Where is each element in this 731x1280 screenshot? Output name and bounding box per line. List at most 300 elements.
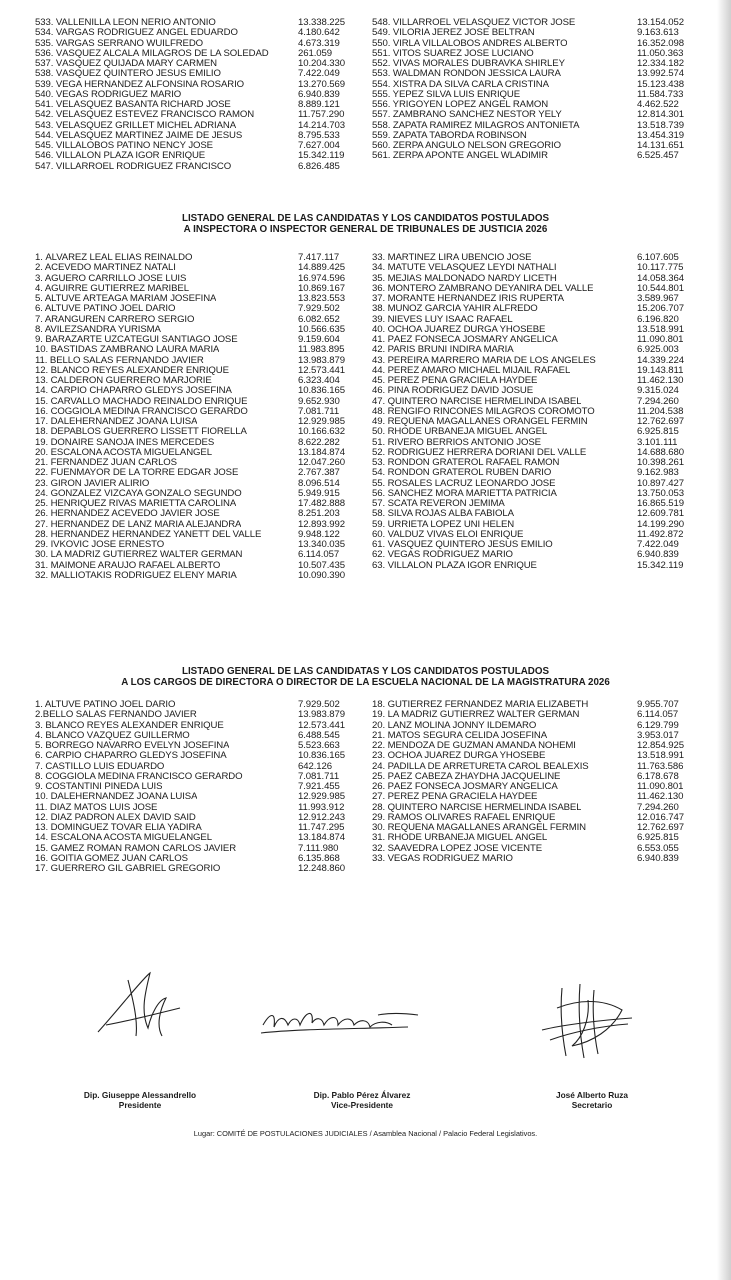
candidate-id-number: 11.462.130 — [637, 791, 684, 803]
list-item — [372, 69, 687, 79]
candidate-name: 25. PÁEZ CABEZA ZHAYDHA JACQUELINE — [372, 771, 561, 782]
candidate-name: 38. MUÑOZ GARCÍA YAHIR ALFREDO — [372, 304, 538, 315]
candidate-id-number: 11.584.733 — [637, 88, 684, 100]
candidate-id-number: 642.126 — [298, 760, 332, 772]
section2-title-line2: A INSPECTORA O INSPECTOR GENERAL DE TRIBUNALES DE JUSTICIA 2026 — [183, 224, 548, 235]
candidate-id-number: 11.763.586 — [637, 760, 684, 772]
candidate-id-number: 12.609.781 — [637, 508, 685, 520]
candidate-id-number: 12.893.992 — [298, 518, 346, 530]
list-item — [372, 792, 687, 802]
candidate-name: 59. URRIETA LÓPEZ UNI HELEN — [372, 519, 515, 530]
candidate-name: 26. HERNÁNDEZ ACEVEDO JAVIER JOSÉ — [35, 509, 220, 520]
candidate-name: 13. DOMÍNGUEZ TOVAR ELIA YADIRA — [35, 823, 202, 833]
candidate-id-number: 5.949.915 — [298, 487, 340, 499]
candidate-id-number: 13.184.874 — [298, 832, 346, 844]
candidate-id-number: 7.422.049 — [298, 68, 340, 80]
candidate-name: 35. MEJIAS MALDONADO NARDY LICETH — [372, 273, 557, 284]
candidate-name: 542. VELÁSQUEZ ESTEVEZ FRANCISCO RAMÓN — [35, 110, 255, 121]
candidate-name: 10. BASTIDAS ZAMBRANO LAURA MARÍA — [35, 345, 220, 356]
signer-name-vicepresident: Dip. Pablo Pérez Álvarez — [313, 1090, 411, 1100]
candidate-id-number: 6.940.839 — [298, 88, 340, 100]
list-item — [372, 28, 687, 38]
candidate-id-number: 261.059 — [298, 47, 332, 59]
list-item — [35, 468, 348, 478]
candidate-name: 540. VEGAS RODRÍGUEZ MARIO — [35, 89, 182, 100]
candidate-name: 24. PADILLA DE ARRETURETA CAROL BEALEXIS — [372, 761, 589, 772]
candidate-name: 31. MAIMONE ARAUJO RAFAEL ALBERTO — [35, 560, 221, 571]
list-item — [35, 69, 348, 79]
candidate-name: 29. RAMOS OLIVARES RAFAEL ENRIQUE — [372, 812, 556, 823]
candidate-name: 15. CARVALLO MACHADO REINALDO ENRIQUE — [35, 396, 248, 407]
candidate-id-number: 4.673.319 — [298, 37, 340, 49]
candidate-id-number: 13.518.991 — [637, 323, 685, 335]
candidate-id-number: 14.889.425 — [298, 262, 346, 274]
candidate-id-number: 5.523.663 — [298, 740, 340, 751]
section2-heading — [0, 213, 731, 235]
candidate-name: 561. ZERPA APONTE ÁNGEL WLADIMIR — [372, 151, 548, 162]
list-item — [372, 263, 687, 273]
candidate-id-number: 14.058.364 — [637, 272, 685, 284]
candidate-name: 6. CARPIO CHAPARRO GLEDYS JOSEFINA — [35, 751, 227, 762]
section3-left-column — [35, 700, 348, 874]
candidate-name: 549. VILORIA JEREZ JOSÉ BELTRÁN — [372, 28, 535, 39]
list-item — [35, 751, 348, 761]
candidate-id-number: 10.897.427 — [637, 477, 685, 489]
candidate-name: 556. YRIGOYEN LÓPEZ ÁNGEL RAMÓN — [372, 100, 549, 110]
candidate-name: 57. SCATA REVERÓN JEMIMA — [372, 499, 505, 509]
candidate-name: 550. VIRLA VILLALOBOS ANDRÉS ALBERTO — [372, 38, 568, 49]
candidate-name: 555. YEPEZ SILVA LUIS ENRIQUE — [372, 89, 520, 100]
candidate-name: 9. BARAZARTE UZCÁTEGUI SANTIAGO JOSÉ — [35, 335, 238, 345]
candidate-name: 52. RODRÍGUEZ HERRERA DORIANI DEL VALLE — [372, 447, 587, 458]
candidate-name: 15. GÁMEZ ROMÁN RAMÓN CARLOS JAVIER — [35, 843, 237, 854]
candidate-id-number: 10.166.632 — [298, 426, 346, 438]
candidate-id-number: 11.993.912 — [298, 801, 345, 813]
candidate-name: 10. DALEHERNÁNDEZ JOANA LUISA — [35, 792, 198, 803]
candidate-name: 62. VEGAS RODRÍGUEZ MARIO — [372, 550, 513, 561]
candidate-name: 44. PÉREZ AMARO MICHAEL MIJAIL RAFAEL — [372, 365, 571, 376]
candidate-name: 543. VELÁSQUEZ GRILLET MICHEL ADRIANA — [35, 120, 237, 131]
candidate-id-number: 16.352.098 — [637, 37, 685, 49]
signer-name-secretary: José Alberto Ruza — [555, 1090, 629, 1100]
candidate-id-number: 13.518.991 — [637, 750, 685, 762]
candidate-id-number: 13.992.574 — [637, 68, 685, 80]
candidate-name: 21. MATOS SEGURA CELIDA JOSEFINA — [372, 730, 548, 741]
candidate-name: 50. RHODE URBANEJA MIGUEL ÁNGEL — [372, 427, 548, 438]
candidate-id-number: 12.016.747 — [637, 811, 685, 823]
candidate-id-number: 13.750.053 — [637, 487, 685, 499]
candidate-name: 14. CARPIO CHAPARRO GLEDYS JOSEFINA — [35, 386, 232, 397]
candidate-id-number: 19.143.811 — [637, 364, 684, 376]
candidate-id-number: 12.573.441 — [298, 719, 346, 731]
candidate-id-number: 3.101.111 — [637, 436, 678, 448]
candidate-name: 544. VELÁSQUEZ MARTÍNEZ JAIME DE JESÚS — [35, 130, 243, 141]
section1-left-column — [35, 18, 348, 172]
candidate-id-number: 7.081.711 — [298, 405, 340, 417]
candidate-id-number: 13.823.553 — [298, 293, 346, 304]
list-item — [35, 833, 348, 843]
candidate-id-number: 6.114.057 — [298, 549, 340, 561]
candidate-id-number: 10.869.167 — [298, 282, 346, 294]
list-item — [35, 28, 348, 38]
candidate-name: 60. VALDUZ VIVAS ELOI ENRIQUE — [372, 529, 524, 540]
candidate-name: 61. VÁSQUEZ QUINTERO JESÚS EMILIO — [372, 540, 553, 550]
section2-right-column — [372, 253, 687, 571]
list-item — [372, 509, 687, 519]
candidate-id-number: 12.912.243 — [298, 811, 346, 823]
list-item — [372, 550, 687, 560]
candidate-id-number: 6.940.839 — [637, 852, 679, 864]
candidate-name: 17. DALEHERNÁNDEZ JOANA LUISA — [35, 417, 198, 427]
candidate-id-number: 12.929.985 — [298, 416, 346, 427]
list-item — [35, 509, 348, 519]
candidate-name: 533. VALLENILLA LEÓN NERIO ANTONIO — [35, 18, 216, 28]
candidate-name: 51. RIVERO BERRIOS ANTONIO JOSÉ — [372, 437, 541, 448]
candidate-name: 6. ALTUVE PATIÑO JOEL DARIO — [35, 304, 176, 315]
signature-block-president — [60, 1090, 220, 1110]
candidate-name: 545. VILLALOBOS PATIÑO NENCY JOSÉ — [35, 141, 213, 151]
signature-block-secretary — [512, 1090, 672, 1110]
candidate-name: 4. AGUIRRE GUTIÉRREZ MARIBEL — [35, 283, 189, 294]
list-item — [372, 110, 687, 120]
list-item — [35, 345, 348, 355]
candidate-name: 535. VARGAS SERRANO WUILFREDO — [35, 38, 204, 49]
candidate-id-number: 6.925.003 — [637, 344, 679, 356]
candidate-name: 12. BLANCO REYES ALEXANDER ENRIQUE — [35, 365, 229, 376]
candidate-id-number: 7.417.117 — [298, 252, 340, 263]
list-item — [372, 751, 687, 761]
candidate-id-number: 7.921.455 — [298, 781, 340, 792]
candidate-id-number: 7.294.260 — [637, 801, 679, 813]
candidate-name: 13. CALDERÓN GUERRERO MARJORIE — [35, 376, 212, 386]
list-item — [372, 386, 687, 396]
candidate-id-number: 12.762.697 — [637, 416, 685, 427]
candidate-name: 28. HERNÁNDEZ HERNÁNDEZ YANETT DEL VALLE — [35, 529, 262, 540]
signature-secretary — [532, 980, 642, 1060]
candidate-name: 8. COGGIOLA MEDINA FRANCISCO GERARDO — [35, 771, 243, 782]
signer-role-president: Presidente — [118, 1100, 162, 1110]
candidate-name: 8. AVILEZSANDRA YURISMA — [35, 324, 161, 335]
candidate-name: 559. ZAPATA TABORDA ROBINSÓN — [372, 130, 527, 141]
candidate-id-number: 11.983.895 — [298, 344, 345, 356]
list-item — [372, 151, 687, 161]
signer-role-secretary: Secretario — [571, 1100, 613, 1110]
candidate-id-number: 3.953.017 — [637, 729, 679, 741]
candidate-id-number: 7.929.502 — [298, 303, 340, 315]
candidate-id-number: 12.573.441 — [298, 364, 346, 376]
list-item — [35, 304, 348, 314]
candidate-name: 54. RONDÓN GRATEROL RUBÉN DARÍO — [372, 468, 552, 479]
candidate-name: 22. MENDOZA DE GUZMÁN AMANDA NOHEMÍ — [372, 741, 576, 751]
candidate-id-number: 6.488.545 — [298, 729, 340, 741]
candidate-name: 33. MARTÍNEZ LIRA UBENCIO JOSÉ — [372, 253, 532, 263]
candidate-id-number: 10.090.390 — [298, 569, 346, 581]
candidate-id-number: 6.178.678 — [637, 770, 679, 782]
candidate-name: 552. VIVAS MORALES DUBRAVKA SHIRLEY — [372, 59, 565, 69]
candidate-name: 1. ALTUVE PATIÑO JOEL DARIO — [35, 700, 176, 710]
candidate-id-number: 13.340.035 — [298, 539, 346, 550]
candidate-name: 16. GOITIA GÓMEZ JUAN CARLOS — [35, 853, 188, 864]
candidate-id-number: 10.117.775 — [637, 262, 684, 274]
candidate-id-number: 7.422.049 — [637, 539, 679, 550]
candidate-id-number: 7.929.502 — [298, 699, 340, 710]
candidate-id-number: 6.323.404 — [298, 375, 340, 386]
candidate-id-number: 12.814.301 — [637, 109, 685, 121]
candidate-id-number: 6.925.815 — [637, 426, 679, 438]
candidate-id-number: 7.294.260 — [637, 395, 679, 407]
candidate-id-number: 17.482.888 — [298, 498, 346, 509]
candidate-name: 34. MATUTE VELÁSQUEZ LEYDI NATHALÍ — [372, 263, 557, 274]
candidate-id-number: 9.162.983 — [637, 467, 679, 479]
candidate-name: 45. PÉREZ PEÑA GRACIELA HAYDEE — [372, 376, 538, 386]
candidate-id-number: 7.111.980 — [298, 842, 339, 854]
candidate-name: 42. PARÍS BRUNI INDIRA MARÍA — [372, 345, 514, 356]
candidate-name: 17. GUERRERO GIL GABRIEL GREGORIO — [35, 864, 221, 874]
candidate-name: 534. VARGAS RODRÍGUEZ ÁNGEL EDUARDO — [35, 28, 238, 39]
candidate-name: 30. REQUENA MAGALLANES ARANGEL FERMÍN — [372, 823, 586, 833]
candidate-name: 5. ALTUVE ARTEAGA MARIAM JOSEFINA — [35, 294, 217, 304]
candidate-name: 27. HERNÁNDEZ DE LANZ MARÍA ALEJANDRA — [35, 519, 242, 530]
candidate-id-number: 6.114.057 — [637, 709, 679, 721]
candidate-name: 31. RHODE URBANEJA MIGUEL ÁNGEL — [372, 833, 548, 844]
candidate-id-number: 12.929.985 — [298, 791, 346, 803]
candidate-name: 27. PÉREZ PEÑA GRACIELA HAYDEE — [372, 792, 538, 803]
candidate-id-number: 10.836.165 — [298, 750, 346, 762]
candidate-name: 46. PIÑA RODRÍGUEZ DAVID JOSUÉ — [372, 386, 534, 397]
candidate-name: 2.BELLO SALAS FERNANDO JAVIER — [35, 710, 197, 721]
candidate-name: 21. FERNÁNDEZ JUAN CARLOS — [35, 458, 177, 468]
candidate-name: 53. RONDÓN GRATEROL RAFAEL RAMÓN — [372, 458, 560, 468]
candidate-id-number: 4.180.642 — [298, 27, 340, 39]
candidate-id-number: 13.983.879 — [298, 709, 346, 721]
candidate-id-number: 6.129.799 — [637, 719, 679, 731]
candidate-name: 553. WALDMAN RONDÓN JESSICA LAURA — [372, 69, 561, 80]
candidate-name: 36. MONTERO ZAMBRANO DEYANIRA DEL VALLE — [372, 283, 594, 294]
list-item — [372, 468, 687, 478]
candidate-name: 56. SÁNCHEZ MORA MARIETTA PATRICIA — [372, 488, 557, 499]
candidate-id-number: 15.342.119 — [637, 559, 684, 571]
section2-title-line1: LISTADO GENERAL DE LAS CANDIDATAS Y LOS CANDIDATOS POSTULADOS — [181, 213, 550, 224]
candidate-name: 537. VÁSQUEZ QUIJADA MARY CARMEN — [35, 59, 217, 69]
candidate-id-number: 11.747.295 — [298, 822, 345, 833]
section3-heading — [0, 666, 731, 688]
candidate-id-number: 13.154.052 — [637, 17, 685, 28]
list-item — [372, 833, 687, 843]
candidate-id-number: 9.948.122 — [298, 528, 340, 540]
candidate-id-number: 6.107.605 — [637, 252, 679, 263]
candidate-id-number: 15.123.438 — [637, 78, 685, 90]
candidate-name: 536. VÁSQUEZ ALCALÁ MILAGROS DE LA SOLEDAD — [35, 48, 269, 59]
candidate-id-number: 13.338.225 — [298, 17, 346, 28]
candidate-name: 23. OCHOA JUÁREZ DURGA YHOSEBE — [372, 751, 546, 762]
candidate-name: 23. GIRÓN JAVIER ALIRIO — [35, 478, 150, 489]
candidate-id-number: 13.454.319 — [637, 129, 685, 141]
candidate-id-number: 9.955.707 — [637, 699, 679, 710]
candidate-name: 58. SILVA ROJAS ALBA FABIOLA — [372, 509, 514, 520]
list-item — [35, 162, 348, 172]
candidate-id-number: 2.767.387 — [298, 467, 340, 479]
list-item — [35, 792, 348, 802]
candidate-name: 37. MORANTE HERNÁNDEZ IRIS RUPERTA — [372, 294, 564, 304]
candidate-name: 29. IVKOVIC JOSÉ ERNESTO — [35, 540, 165, 550]
candidate-name: 547. VILLARROEL RODRÍGUEZ FRANCISCO — [35, 161, 232, 172]
list-item — [35, 110, 348, 120]
candidate-id-number: 16.865.519 — [637, 498, 685, 509]
candidate-id-number: 11.090.801 — [637, 781, 684, 792]
candidate-name: 11. BELLO SALAS FERNANDO JAVIER — [35, 355, 204, 366]
signature-president — [88, 970, 188, 1042]
candidate-id-number: 7.627.004 — [298, 140, 340, 151]
candidate-name: 39. NIEVES LUY ISAAC RAFAEL — [372, 314, 513, 325]
candidate-name: 55. ROSALES LACRUZ LEONARDO JOSÉ — [372, 478, 556, 489]
signer-name-president: Dip. Giuseppe Alessandrello — [83, 1090, 197, 1100]
candidate-name: 43. PEREIRA MARRERO MARÍA DE LOS ÁNGELES — [372, 355, 596, 366]
candidate-id-number: 11.204.538 — [637, 405, 684, 417]
candidate-id-number: 10.544.801 — [637, 282, 685, 294]
candidate-id-number: 8.096.514 — [298, 477, 340, 489]
candidate-id-number: 4.462.522 — [637, 99, 679, 110]
candidate-name: 33. VEGAS RODRÍGUEZ MARIO — [372, 853, 513, 864]
candidate-name: 18. GUTIÉRREZ FERNÁNDEZ MARÍA ELIZABETH — [372, 700, 589, 710]
candidate-name: 32. MALLIOTAKIS RODRÍGUEZ ELENY MARÍA — [35, 570, 237, 581]
list-item — [35, 550, 348, 560]
list-item — [35, 710, 348, 720]
signature-block-vicepresident — [282, 1090, 442, 1110]
candidate-name: 560. ZERPA ANGULO NELSON GREGORIO — [372, 141, 561, 151]
candidate-name: 5. BORREGO NAVARRO EVELYN JOSEFINA — [35, 741, 230, 751]
candidate-id-number: 14.199.290 — [637, 518, 685, 530]
candidate-name: 554. XISTRA DA SILVA CARLA CRISTINA — [372, 79, 549, 90]
candidate-name: 49. REQUENA MAGALLANES ORÁNGEL FERMÍN — [372, 417, 588, 427]
list-item — [35, 263, 348, 273]
candidate-id-number: 14.131.651 — [637, 140, 685, 151]
candidate-id-number: 6.925.815 — [637, 832, 679, 844]
candidate-id-number: 12.762.697 — [637, 822, 685, 833]
candidate-name: 14. ESCALONA ACOSTA MIGUELÁNGEL — [35, 833, 212, 844]
candidate-id-number: 6.135.868 — [298, 852, 340, 864]
candidate-id-number: 9.315.024 — [637, 385, 679, 397]
candidate-name: 558. ZAPATA RAMÍREZ MILAGROS ANTONIETA — [372, 120, 580, 131]
candidate-name: 4. BLANCO VÁZQUEZ GUILLERMO — [35, 730, 190, 741]
candidate-id-number: 6.826.485 — [298, 160, 340, 172]
candidate-id-number: 3.589.967 — [637, 293, 679, 304]
list-item — [35, 151, 348, 161]
candidate-id-number: 9.163.613 — [637, 27, 679, 39]
candidate-id-number: 6.196.820 — [637, 313, 679, 325]
candidate-id-number: 10.836.165 — [298, 385, 346, 397]
list-item — [372, 345, 687, 355]
candidate-name: 28. QUINTERO NARCISE HERMELINDA ISABEL — [372, 802, 582, 813]
list-item — [372, 427, 687, 437]
candidate-id-number: 8.795.533 — [298, 129, 340, 141]
list-item — [35, 386, 348, 396]
section3-title-line2: A LOS CARGOS DE DIRECTORA O DIRECTOR DE LA ESCUELA NACIONAL DE LA MAGISTRATURA 2026 — [121, 677, 610, 688]
candidate-id-number: 6.082.652 — [298, 313, 340, 325]
candidate-id-number: 12.047.260 — [298, 457, 346, 468]
candidate-id-number: 13.184.874 — [298, 446, 346, 458]
candidate-id-number: 6.525.457 — [637, 150, 679, 162]
candidate-name: 47. QUINTERO NARCISE HERMELINDA ISABEL — [372, 396, 582, 407]
candidate-name: 541. VELÁSQUEZ BASANTA RICHARD JOSÉ — [35, 100, 231, 110]
candidate-name: 40. OCHOA JUÁREZ DURGA YHOSEBE — [372, 324, 546, 335]
section3-title-line1: LISTADO GENERAL DE LAS CANDIDATAS Y LOS CANDIDATOS POSTULADOS — [181, 666, 550, 677]
candidate-id-number: 11.050.363 — [637, 47, 684, 59]
candidate-name: 12. DÍAZ PADRÓN ALEX DAVID SAID — [35, 812, 196, 823]
candidate-name: 63. VILLALÓN PLAZA IGOR ENRIQUE — [372, 560, 537, 571]
candidate-name: 41. PÁEZ FONSECA JOSMARY ANGÉLICA — [372, 335, 558, 345]
candidate-name: 24. GONZÁLEZ VIZCAYA GONZALO SEGUNDO — [35, 488, 242, 499]
section3-right-column — [372, 700, 687, 864]
candidate-name: 7. CASTILLO LUIS EDUARDO — [35, 761, 165, 772]
candidate-name: 3. BLANCO REYES ALEXANDER ENRIQUE — [35, 720, 224, 731]
list-item — [372, 710, 687, 720]
candidate-id-number: 9.159.604 — [298, 334, 340, 345]
candidate-id-number: 13.270.569 — [298, 78, 346, 90]
page-edge-shadow — [717, 0, 731, 1280]
candidate-id-number: 12.334.182 — [637, 58, 685, 69]
candidate-name: 3. AGÜERO CARRILLO JOSÉ LUIS — [35, 273, 187, 284]
candidate-name: 32. SAAVEDRA LÓPEZ JOSÉ VICENTE — [372, 843, 542, 854]
candidate-name: 7. ARANGUREN CARRERO SERGIO — [35, 314, 195, 325]
candidate-name: 22. FUENMAYOR DE LA TORRE ÉDGAR JOSÉ — [35, 468, 239, 479]
candidate-id-number: 14.214.703 — [298, 119, 346, 131]
candidate-name: 25. HENRIQUEZ RIVAS MARIETTA CAROLINA — [35, 499, 237, 509]
signer-role-vicepresident: Vice-Presidente — [330, 1100, 394, 1110]
candidate-id-number: 9.652.930 — [298, 395, 340, 407]
candidate-id-number: 16.974.596 — [298, 272, 346, 284]
candidate-name: 19. LA MADRIZ GUTIÉRREZ WALTER GERMÁN — [372, 710, 580, 721]
candidate-id-number: 10.507.435 — [298, 559, 346, 571]
candidate-id-number: 11.462.130 — [637, 375, 684, 386]
candidate-id-number: 8.251.203 — [298, 508, 340, 520]
signature-vicepresident — [258, 1003, 428, 1043]
footer-location: Lugar: COMITÉ DE POSTULACIONES JUDICIALES / Asamblea Nacional / Palacio Federal Legislativos. — [193, 1129, 538, 1138]
candidate-id-number: 13.983.879 — [298, 354, 346, 366]
candidate-name: 548. VILLARROEL VELÁSQUEZ VÍCTOR JOSÉ — [372, 18, 576, 28]
list-item — [372, 854, 687, 864]
candidate-name: 1. ÁLVAREZ LEAL ELÍAS REINALDO — [35, 253, 193, 263]
candidate-id-number: 6.940.839 — [637, 549, 679, 561]
candidate-name: 2. ACEVEDO MARTÍNEZ NATALI — [35, 263, 176, 274]
candidate-name: 9. COSTANTINI PINEDA LUIS — [35, 782, 163, 792]
candidate-id-number: 6.553.055 — [637, 842, 679, 854]
candidate-name: 18. DEPABLOS GUERRERO LISSETT FIORELLA — [35, 427, 247, 438]
list-item — [35, 571, 348, 581]
candidate-id-number: 10.398.261 — [637, 457, 685, 468]
list-item — [35, 864, 348, 874]
candidate-name: 16. COGGIOLA MEDINA FRANCISCO GERARDO — [35, 406, 248, 417]
candidate-id-number: 15.206.707 — [637, 303, 685, 315]
candidate-name: 538. VÁSQUEZ QUINTERO JESÚS EMILIO — [35, 69, 221, 80]
candidate-id-number: 15.342.119 — [298, 150, 345, 162]
candidate-id-number: 10.566.635 — [298, 323, 346, 335]
candidate-id-number: 12.854.925 — [637, 740, 685, 751]
candidate-id-number: 13.518.739 — [637, 119, 685, 131]
candidate-name: 20. LANZ MOLINA JONNY ILDEMARO — [372, 720, 537, 731]
candidate-id-number: 8.889.121 — [298, 99, 340, 110]
candidate-name: 20. ESCALONA ACOSTA MIGUELÁNGEL — [35, 447, 212, 458]
section1-right-column — [372, 18, 687, 162]
candidate-name: 48. RENGIFO RINCONES MILAGROS COROMOTO — [372, 406, 595, 417]
candidate-name: 551. VITOS SUÁREZ JOSÉ LUCIANO — [372, 48, 534, 59]
section2-left-column — [35, 253, 348, 581]
candidate-id-number: 14.688.680 — [637, 446, 685, 458]
candidate-name: 19. DONAIRE SANOJA INÉS MERCEDES — [35, 437, 215, 448]
candidate-name: 557. ZAMBRANO SÁNCHEZ NESTOR YELY — [372, 110, 562, 121]
candidate-name: 11. DÍAZ MATOS LUIS JOSÉ — [35, 802, 158, 813]
list-item — [372, 304, 687, 314]
candidate-id-number: 7.081.711 — [298, 770, 340, 782]
